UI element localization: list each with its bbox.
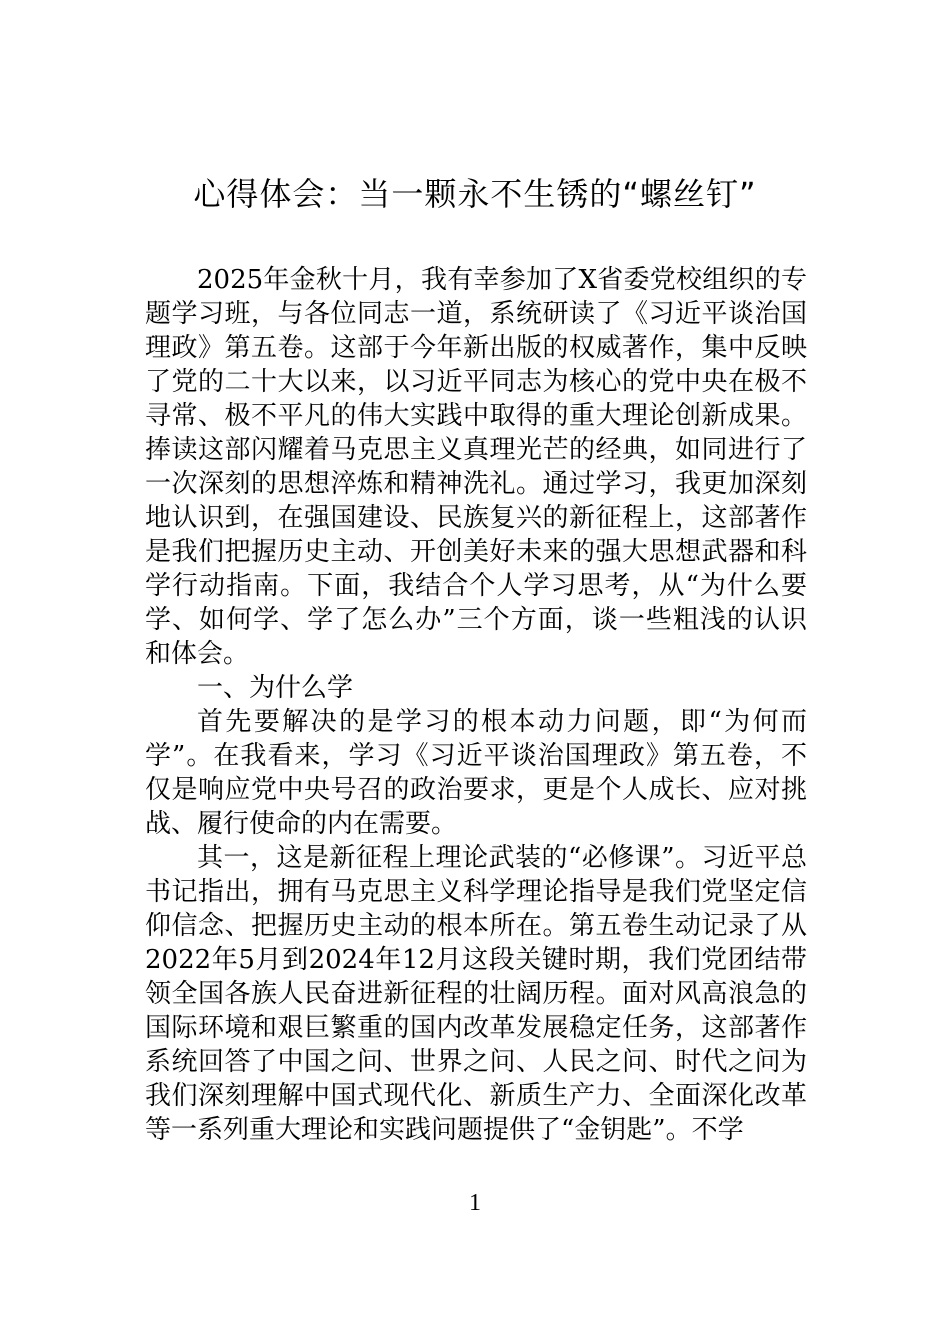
paragraph-first-point: 其一，这是新征程上理论武装的“必修课”。习近平总书记指出，拥有马克思主义科学理论指导是我们党坚定信仰信念、把握历史主动的根本所在。第五卷生动记录了从2022年5月到2024年12月这段关键时期，我们党团结带领全国各族人民奋进新征程的壮阔历程。面对风高浪急的国际环境和艰巨繁重的国内改革发展稳定任务，这部著作系统回答了中国之问、世界之问、人民之问、时代之问为我们深刻理解中国式现代化、新质生产力、全面深化改革等一系列重大理论和实践问题提供了“金钥匙”。不学 <box>145 843 807 1145</box>
document-body <box>145 263 807 1147</box>
paragraph-why-learn: 首先要解决的是学习的根本动力问题，即“为何而学”。在我看来，学习《习近平谈治国理政》第五卷，不仅是响应党中央号召的政治要求，更是个人成长、应对挑战、履行使命的内在需要。 <box>145 707 807 839</box>
section-heading: 一、为什么学 <box>197 673 354 703</box>
paragraph-intro: 2025年金秋十月，我有幸参加了X省委党校组织的专题学习班，与各位同志一道，系统研读了《习近平谈治国理政》第五卷。这部于今年新出版的权威著作，集中反映了党的二十大以来，以习近平同志为核心的党中央在极不寻常、极不平凡的伟大实践中取得的重大理论创新成果。捧读这部闪耀着马克思主义真理光芒的经典，如同进行了一次深刻的思想淬炼和精神洗礼。通过学习，我更加深刻地认识到，在强国建设、民族复兴的新征程上，这部著作是我们把握历史主动、开创美好未来的强大思想武器和科学行动指南。下面，我结合个人学习思考，从“为什么要学、如何学、学了怎么办”三个方面，谈一些粗浅的认识和体会。 <box>145 265 807 669</box>
page-number: 1 <box>469 1190 481 1216</box>
document-title: 心得体会：当一颗永不生锈的“螺丝钉” <box>193 175 757 213</box>
